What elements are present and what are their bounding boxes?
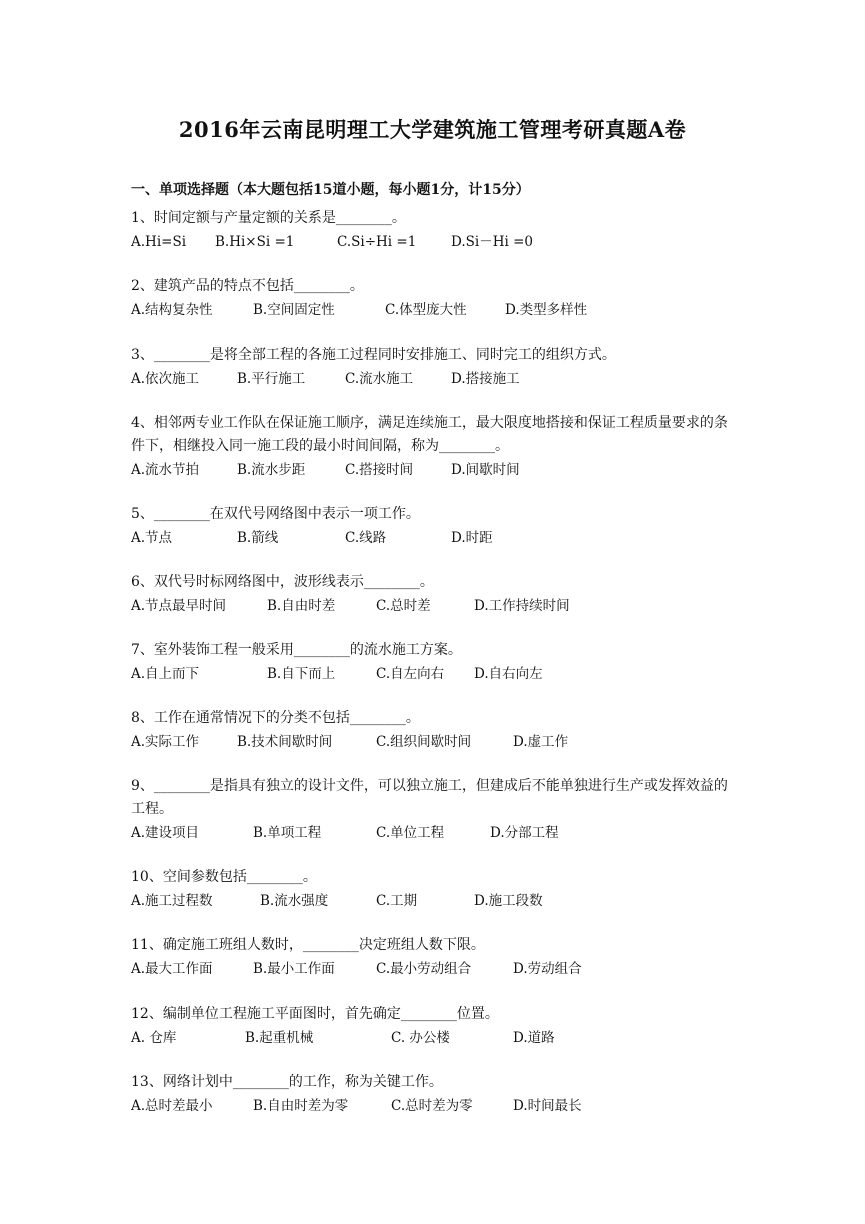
option-c: C.自左向右 bbox=[376, 666, 445, 682]
question-8 bbox=[131, 707, 741, 753]
question-stem: 10、空间参数包括________。 bbox=[131, 869, 317, 885]
option-c: C.工期 bbox=[376, 893, 418, 909]
option-row bbox=[131, 890, 741, 912]
option-a: A.节点 bbox=[131, 530, 173, 546]
question-stem: 13、网络计划中________的工作，称为关键工作。 bbox=[131, 1074, 443, 1090]
option-b: B.流水步距 bbox=[237, 462, 306, 478]
option-c: C.体型庞大性 bbox=[385, 302, 467, 318]
option-b: B.Hi×Si =1 bbox=[215, 234, 295, 250]
question-stem: 6、双代号时标网络图中，波形线表示________。 bbox=[131, 574, 434, 590]
option-b: B.单项工程 bbox=[253, 825, 322, 841]
option-a: A.节点最早时间 bbox=[131, 598, 227, 614]
option-row bbox=[131, 1095, 741, 1117]
option-b: B.自由时差 bbox=[267, 598, 336, 614]
option-row bbox=[131, 595, 741, 617]
option-c: C. 办公楼 bbox=[391, 1030, 450, 1046]
option-row bbox=[131, 368, 741, 390]
option-row bbox=[131, 731, 741, 753]
option-d: D.类型多样性 bbox=[505, 302, 588, 318]
question-stem: 12、编制单位工程施工平面图时，首先确定________位置。 bbox=[131, 1006, 499, 1022]
option-d: D.时间最长 bbox=[513, 1098, 582, 1114]
option-b: B.起重机械 bbox=[245, 1030, 314, 1046]
option-d: D.间歇时间 bbox=[451, 462, 520, 478]
question-stem: 7、室外装饰工程一般采用________的流水施工方案。 bbox=[131, 642, 462, 658]
page-title: 2016年云南昆明理工大学建筑施工管理考研真题A卷 bbox=[178, 117, 687, 142]
option-c: C.单位工程 bbox=[376, 825, 445, 841]
option-d: D.Si－Hi =0 bbox=[451, 234, 533, 250]
option-c: C.总时差为零 bbox=[391, 1098, 473, 1114]
option-row bbox=[131, 527, 741, 549]
option-b: B.最小工作面 bbox=[253, 961, 335, 977]
question-13 bbox=[131, 1071, 741, 1117]
question-stem: 3、________是将全部工程的各施工过程同时安排施工、同时完工的组织方式。 bbox=[131, 347, 616, 363]
option-d: D.分部工程 bbox=[490, 825, 559, 841]
option-a: A.Hi=Si bbox=[131, 234, 187, 250]
question-1 bbox=[131, 207, 741, 253]
option-d: D.劳动组合 bbox=[513, 961, 582, 977]
section-heading: 一、单项选择题（本大题包括15道小题，每小题1分，计15分） bbox=[131, 182, 530, 198]
question-stem: 4、相邻两专业工作队在保证施工顺序，满足连续施工，最大限度地搭接和保证工程质量要求的条件下，相继投入同一施工段的最小时间间隔，称为________。 bbox=[131, 415, 728, 454]
option-c: C.线路 bbox=[345, 530, 387, 546]
question-6 bbox=[131, 571, 741, 617]
option-row bbox=[131, 299, 741, 321]
option-b: B.技术间歇时间 bbox=[237, 734, 333, 750]
option-c: C.搭接时间 bbox=[345, 462, 414, 478]
option-a: A.实际工作 bbox=[131, 734, 200, 750]
option-d: D.工作持续时间 bbox=[474, 598, 570, 614]
option-d: D.道路 bbox=[513, 1030, 555, 1046]
question-12 bbox=[131, 1003, 741, 1049]
option-c: C.最小劳动组合 bbox=[376, 961, 472, 977]
option-c: C.组织间歇时间 bbox=[376, 734, 472, 750]
option-b: B.自下而上 bbox=[267, 666, 336, 682]
question-4 bbox=[131, 412, 741, 481]
question-stem: 5、________在双代号网络图中表示一项工作。 bbox=[131, 506, 420, 522]
question-9 bbox=[131, 775, 741, 844]
option-d: D.时距 bbox=[451, 530, 493, 546]
option-d: D.搭接施工 bbox=[451, 371, 520, 387]
option-a: A.总时差最小 bbox=[131, 1098, 213, 1114]
option-c: C.流水施工 bbox=[345, 371, 414, 387]
option-b: B.自由时差为零 bbox=[253, 1098, 349, 1114]
option-row bbox=[131, 822, 741, 844]
option-a: A.流水节拍 bbox=[131, 462, 200, 478]
question-stem: 2、建筑产品的特点不包括________。 bbox=[131, 278, 364, 294]
option-b: B.空间固定性 bbox=[253, 302, 335, 318]
question-stem: 9、________是指具有独立的设计文件，可以独立施工，但建成后不能单独进行生产或发挥效益的工程。 bbox=[131, 778, 728, 817]
option-a: A. 仓库 bbox=[131, 1030, 177, 1046]
option-d: D.自右向左 bbox=[474, 666, 543, 682]
question-stem: 8、工作在通常情况下的分类不包括________。 bbox=[131, 710, 420, 726]
option-a: A.建设项目 bbox=[131, 825, 200, 841]
option-row bbox=[131, 1027, 741, 1049]
option-a: A.结构复杂性 bbox=[131, 302, 213, 318]
option-row bbox=[131, 958, 741, 980]
option-d: D.施工段数 bbox=[474, 893, 543, 909]
question-10 bbox=[131, 866, 741, 912]
option-b: B.平行施工 bbox=[237, 371, 306, 387]
question-2 bbox=[131, 275, 741, 321]
question-stem: 1、时间定额与产量定额的关系是________。 bbox=[131, 210, 406, 226]
option-c: C.总时差 bbox=[376, 598, 431, 614]
question-5 bbox=[131, 503, 741, 549]
option-a: A.最大工作面 bbox=[131, 961, 213, 977]
option-a: A.依次施工 bbox=[131, 371, 200, 387]
question-3 bbox=[131, 344, 741, 390]
question-stem: 11、确定施工班组人数时，________决定班组人数下限。 bbox=[131, 937, 485, 953]
option-a: A.施工过程数 bbox=[131, 893, 213, 909]
option-row bbox=[131, 459, 741, 481]
option-c: C.Si÷Hi =1 bbox=[337, 234, 417, 250]
question-11 bbox=[131, 934, 741, 980]
question-7 bbox=[131, 639, 741, 685]
option-a: A.自上而下 bbox=[131, 666, 200, 682]
option-b: B.流水强度 bbox=[260, 893, 329, 909]
option-row bbox=[131, 663, 741, 685]
option-d: D.虚工作 bbox=[513, 734, 569, 750]
option-row bbox=[131, 231, 741, 253]
option-b: B.箭线 bbox=[237, 530, 279, 546]
